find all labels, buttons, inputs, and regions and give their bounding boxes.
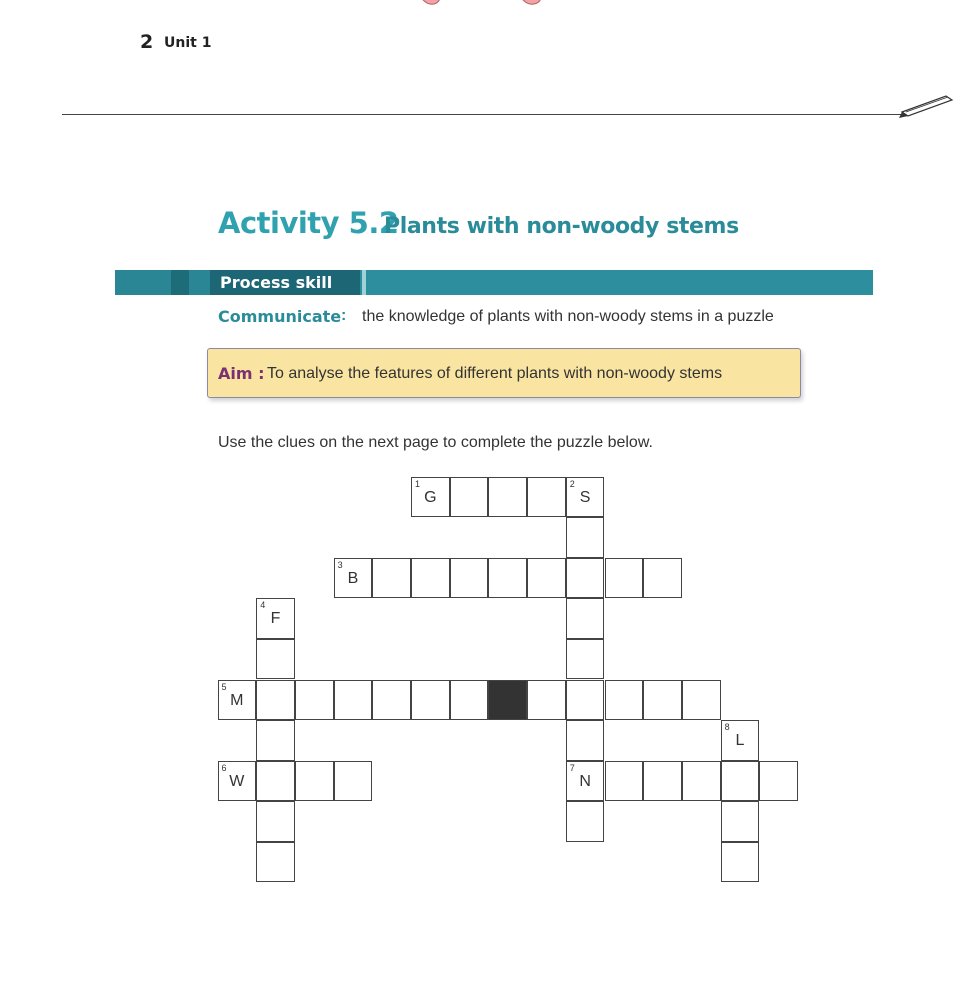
cell-letter: N [579,772,591,790]
crossword-cell[interactable] [643,558,682,599]
crossword-cell[interactable] [566,517,605,558]
crossword-cell[interactable] [605,680,644,721]
cell-letter: S [579,488,591,506]
crossword-cell[interactable] [450,477,489,518]
crossword-cell[interactable] [295,761,334,802]
crossword-cell[interactable] [256,680,295,721]
crossword-cell[interactable] [527,477,566,518]
crossword-cell[interactable] [488,558,527,599]
crossword-cell[interactable] [643,761,682,802]
clue-number: 2 [569,478,575,489]
aim-label: Aim : [218,364,265,383]
crossword-cell[interactable] [721,842,760,883]
aim-text: To analyse the features of different plants with non-woody stems [267,365,723,382]
skill-description: the knowledge of plants with non-woody stems in a puzzle [362,308,774,325]
crossword-cell[interactable] [372,680,411,721]
crossword-cell[interactable] [450,558,489,599]
cell-letter: W [229,772,245,790]
crossword-cell[interactable] [566,558,605,599]
crossword-cell[interactable] [605,558,644,599]
crossword-cell[interactable] [566,598,605,639]
crossword-cell[interactable] [450,680,489,721]
crossword-cell[interactable] [682,680,721,721]
crossword-cell[interactable] [566,801,605,842]
unit-label: Unit 1 [164,35,212,51]
crossword-cell[interactable] [527,680,566,721]
cell-letter: G [424,488,437,506]
cell-letter: F [270,610,281,628]
clue-number: 8 [724,722,730,733]
crossword-cell[interactable] [218,761,257,802]
crossword-cell[interactable] [372,558,411,599]
skill-name: Communicate [218,307,342,326]
crossword-cell[interactable] [527,558,566,599]
crossword-cell[interactable] [411,680,450,721]
crossword-cell[interactable] [256,842,295,883]
crossword-cell[interactable] [218,680,257,721]
crossword-cell[interactable] [334,680,373,721]
activity-title: Plants with non-woody stems [384,214,739,239]
crossword-blocked-cell [488,680,527,721]
crossword-cell[interactable] [256,761,295,802]
clue-number: 7 [569,762,575,773]
crossword-cell[interactable] [488,477,527,518]
crossword-cell[interactable] [256,720,295,761]
crossword-cell[interactable] [566,639,605,680]
crossword-cell[interactable] [721,801,760,842]
crossword-cell[interactable] [605,761,644,802]
crossword-cell[interactable] [256,801,295,842]
crossword-cell[interactable] [759,761,798,802]
clue-number: 5 [221,681,227,692]
crossword-cell[interactable] [411,477,450,518]
crossword-cell[interactable] [334,761,373,802]
crossword-cell[interactable] [566,720,605,761]
crossword-cell[interactable] [566,477,605,518]
crossword-cell[interactable] [256,598,295,639]
instruction-text: Use the clues on the next page to complete the puzzle below. [218,434,653,451]
crossword-cell[interactable] [721,761,760,802]
crossword-cell[interactable] [566,680,605,721]
clue-number: 4 [260,600,266,611]
crossword-cell[interactable] [643,680,682,721]
clue-number: 6 [221,762,227,773]
skill-colon: : [341,307,347,324]
clue-number: 1 [415,478,421,489]
crossword-cell[interactable] [566,761,605,802]
cell-letter: M [230,691,244,709]
crossword-cell[interactable] [411,558,450,599]
crossword-cell[interactable] [256,639,295,680]
crossword-cell[interactable] [295,680,334,721]
cell-letter: B [347,569,359,587]
process-skill-heading: Process skill [220,273,333,292]
page-number: 2 [140,31,154,53]
clue-number: 3 [337,559,343,570]
crossword-cell[interactable] [721,720,760,761]
crossword-cell[interactable] [334,558,373,599]
cell-letter: L [735,732,745,750]
activity-number: Activity 5.2 [218,206,399,240]
crossword-cell[interactable] [682,761,721,802]
